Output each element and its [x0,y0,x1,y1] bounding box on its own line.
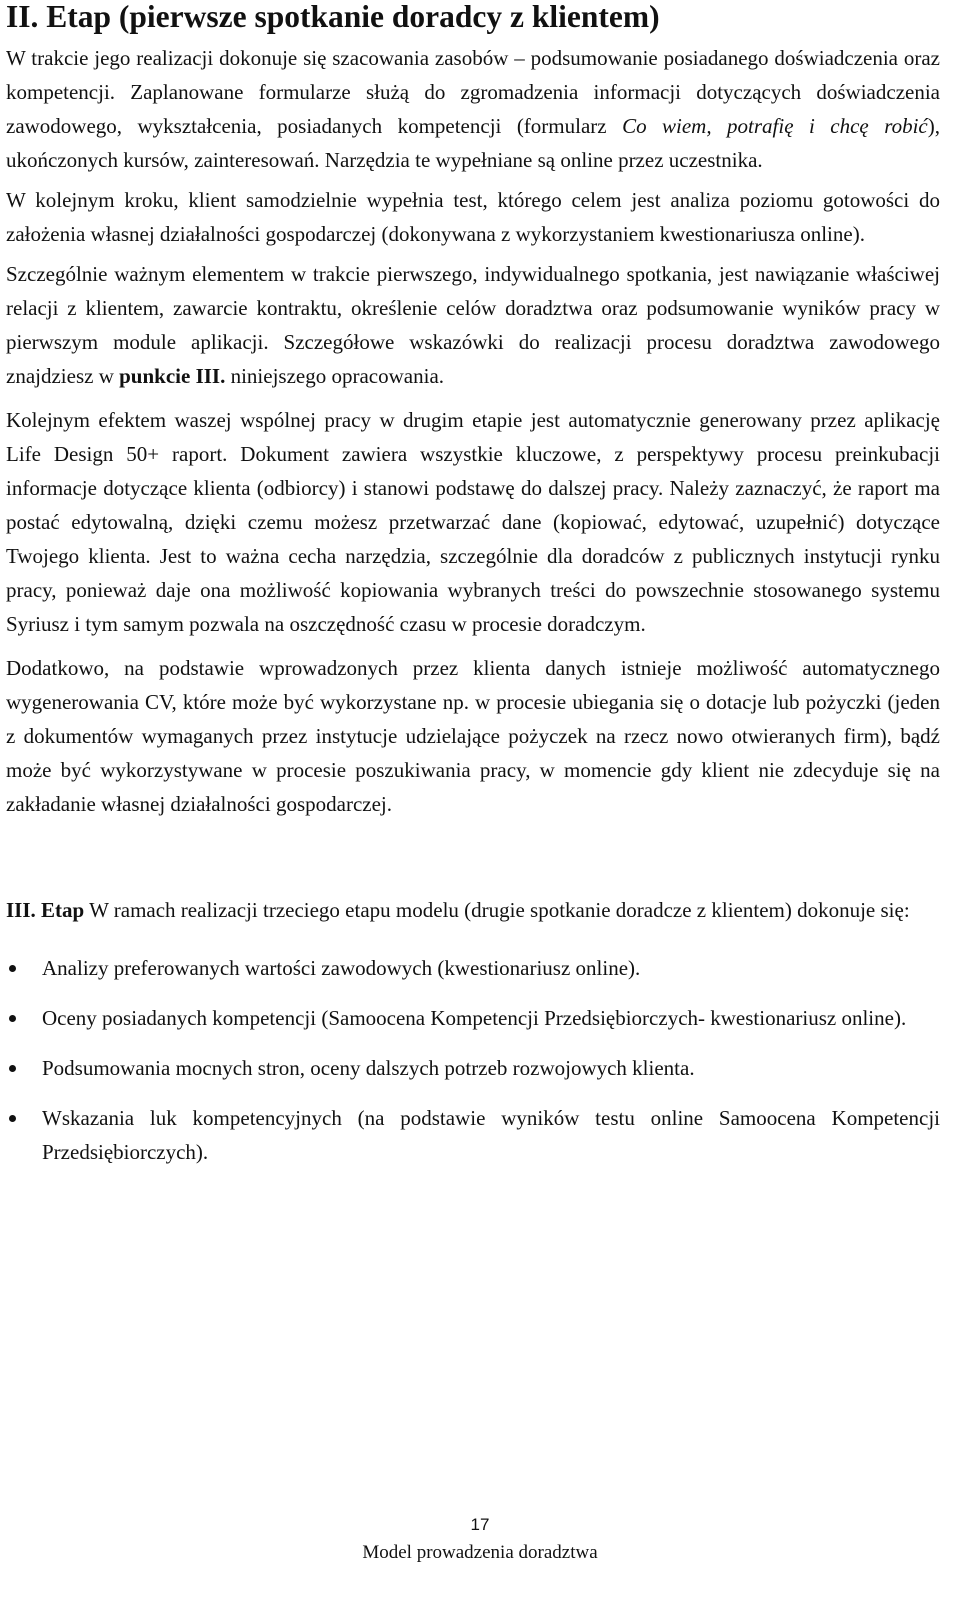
text-span: Szczególnie ważnym elementem w trakcie pierwszego, indywidualnego spotkania, jest nawiązanie właściwej relacji z klientem, zawarcie kontraktu, określenie celów doradztwa oraz podsumowanie wyników pracy w pierwszym module aplikacji. Szczegółowe wskazówki do realizacji procesu doradztwa zawodowego znajdziesz w [6,262,940,388]
bold-reference: punkcie III. [119,364,226,388]
form-title-italic: Co wiem, potrafię i chcę robić [622,114,928,138]
paragraph-meeting [6,257,940,393]
paragraph-stage3-intro [6,893,940,927]
stage3-bullet-list [6,951,940,1169]
text-span: W ramach realizacji trzeciego etapu modelu (drugie spotkanie doradcze z klientem) dokonuje się: [84,898,910,922]
section-heading: II. Etap (pierwsze spotkanie doradcy z klientem) [6,0,660,34]
list-item: Oceny posiadanych kompetencji (Samoocena Kompetencji Przedsiębiorczych- kwestionariusz online). [6,1001,940,1035]
paragraph-report: Kolejnym efektem waszej wspólnej pracy w drugim etapie jest automatycznie generowany przez aplikację Life Design 50+ raport. Dokument zawiera wszystkie kluczowe, z perspektywy procesu preinkubacji informacje dotyczące klienta (odbiorcy) i stanowi podstawę do dalszej pracy. Należy zaznaczyć, że raport ma postać edytowalną, dzięki czemu możesz przetwarzać dane (kopiować, edytować, uzupełnić) dotyczące Twojego klienta. Jest to ważna cecha narzędzia, szczególnie dla doradców z publicznych instytucji rynku pracy, ponieważ daje ona możliwość kopiowania wybranych treści do powszechnie stosowanego systemu Syriusz i tym samym pozwala na oszczędność czasu w procesie doradczym. [6,408,940,636]
list-item: Wskazania luk kompetencyjnych (na podstawie wyników testu online Samoocena Kompetencji Przedsiębiorczych). [6,1101,940,1169]
footer-title: Model prowadzenia doradztwa [362,1542,598,1563]
paragraph-resources [6,41,940,177]
list-item: Analizy preferowanych wartości zawodowych (kwestionariusz online). [6,951,940,985]
text-span: ), ukończonych kursów, zainteresowań. Narzędzia te wypełniane są online przez uczestnika. [6,114,940,172]
paragraph-cv: Dodatkowo, na podstawie wprowadzonych przez klienta danych istnieje możliwość automatycznego wygenerowania CV, które może być wykorzystane np. w procesie ubiegania się o dotacje lub pożyczki (jeden z dokumentów wymaganych przez instytucje udzielające pożyczek na rzecz nowo otwieranych firm), bądź może być wykorzystywane w procesie poszukiwania pracy, w momencie gdy klient nie zdecyduje się na zakładanie własnej działalności gospodarczej. [6,656,940,816]
text-span: niniejszego opracowania. [225,364,445,388]
list-item: Podsumowania mocnych stron, oceny dalszych potrzeb rozwojowych klienta. [6,1051,940,1085]
document-page [6,0,940,1169]
text-span: W trakcie jego realizacji dokonuje się szacowania zasobów – podsumowanie posiadanego doświadczenia oraz kompetencji. Zaplanowane formularze służą do zgromadzenia informacji dotyczących doświadczenia zawodowego, wykształcenia, posiadanych kompetencji (formularz [6,46,940,138]
stage3-title: III. Etap [6,898,85,922]
paragraph-test: W kolejnym kroku, klient samodzielnie wypełnia test, którego celem jest analiza poziomu gotowości do założenia własnej działalności gospodarczej (dokonywana z wykorzystaniem kwestionariusza online). [6,188,940,246]
page-number: 17 [470,1515,490,1534]
